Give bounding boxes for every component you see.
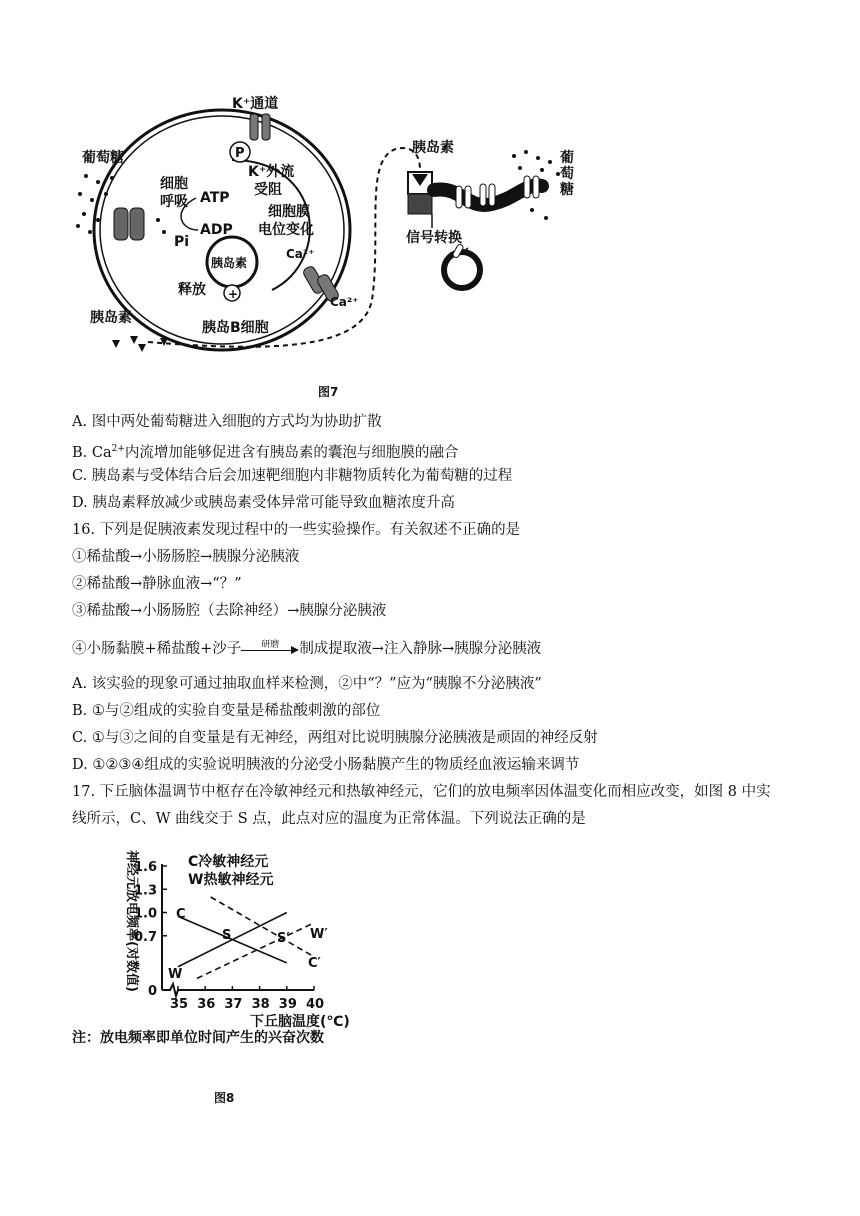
- svg-text:受阻: 受阻: [254, 182, 282, 198]
- svg-text:葡萄糖: 葡萄糖: [82, 150, 124, 166]
- q15-option-d: D. 胰岛素释放减少或胰岛素受体异常可能导致血糖浓度升高: [72, 495, 455, 511]
- x-tick-label: 39: [278, 997, 297, 1012]
- svg-text:Ca²⁺: Ca²⁺: [330, 295, 359, 309]
- glut-vesicle: [444, 252, 480, 288]
- chart-y-label: 神经元放电频率(对数值): [124, 850, 139, 992]
- q16-op2: ②稀盐酸→静脉血液→“？”: [72, 576, 242, 592]
- svg-text:细胞: 细胞: [160, 176, 188, 192]
- svg-text:K⁺外流: K⁺外流: [248, 164, 295, 180]
- svg-text:P: P: [235, 146, 245, 161]
- svg-text:+: +: [228, 287, 239, 301]
- series-w2-label: W′: [310, 927, 328, 942]
- svg-text:Ca²⁺: Ca²⁺: [286, 247, 315, 261]
- q15-option-a: A. 图中两处葡萄糖进入细胞的方式均为协助扩散: [72, 414, 382, 430]
- q16-option-c: C. ①与③之间的自变量是有无神经，两组对比说明胰腺分泌胰液是顽固的神经反射: [72, 730, 598, 746]
- chart-legend-w: W热敏神经元: [188, 872, 274, 888]
- k-channel-icon: [250, 114, 270, 140]
- svg-text:细胞膜: 细胞膜: [268, 204, 310, 220]
- y-tick-label: 1.6: [134, 860, 158, 875]
- series-line-2: [178, 913, 287, 967]
- q16-option-d: D. ①②③④组成的实验说明胰液的分泌受小肠黏膜产生的物质经血液运输来调节: [72, 757, 580, 773]
- figure-7-caption: 图7: [318, 385, 339, 399]
- x-tick-label: 40: [306, 997, 325, 1012]
- glucose-transporter-icon: [114, 208, 144, 240]
- y-tick-label: 1.0: [134, 906, 158, 922]
- k-channel-label: K⁺通道: [232, 96, 279, 112]
- x-tick-label: 35: [170, 997, 189, 1012]
- svg-text:葡: 葡: [560, 150, 574, 166]
- grind-arrow: 研磨: [241, 639, 299, 659]
- svg-text:胰岛素: 胰岛素: [211, 256, 248, 270]
- point-s2-label: S′: [277, 931, 290, 946]
- q16-stem: 16. 下列是促胰液素发现过程中的一些实验操作。有关叙述不正确的是: [72, 522, 521, 538]
- q15-option-c: C. 胰岛素与受体结合后会加速靶细胞内非糖物质转化为葡萄糖的过程: [72, 468, 513, 484]
- svg-text:Pi: Pi: [174, 234, 190, 250]
- x-tick-label: 36: [197, 997, 216, 1012]
- q16-option-b: B. ①与②组成的实验自变量是稀盐酸刺激的部位: [72, 703, 381, 719]
- series-c2-label: C′: [308, 956, 321, 971]
- svg-text:胰岛B细胞: 胰岛B细胞: [202, 320, 269, 336]
- svg-text:ADP: ADP: [200, 222, 233, 238]
- q16-op3: ③稀盐酸→小肠肠腔（去除神经）→胰腺分泌胰液: [72, 603, 387, 619]
- svg-text:糖: 糖: [560, 182, 574, 198]
- x-tick-label: 38: [251, 997, 270, 1012]
- q15-option-b: B. $Ca^{2+}$内流增加能够促进含有胰岛素的囊泡与细胞膜的融合: [72, 444, 459, 461]
- svg-text:呼吸: 呼吸: [160, 194, 188, 210]
- svg-text:萄: 萄: [560, 166, 574, 182]
- figure-7: [72, 90, 612, 410]
- q17-stem-line1: 17. 下丘脑体温调节中枢存在冷敏神经元和热敏神经元，它们的放电频率因体温变化而相应改变，如图 8 中实: [72, 784, 771, 800]
- point-s-label: S: [222, 928, 232, 943]
- figure-8-note: 注：放电频率即单位时间产生的兴奋次数: [72, 1030, 324, 1046]
- svg-text:ATP: ATP: [200, 190, 230, 206]
- y-tick-label: 1.3: [134, 883, 158, 899]
- figure-8-caption: 图8: [214, 1091, 235, 1105]
- svg-text:信号转换: 信号转换: [406, 230, 462, 246]
- insulin-triangles: [112, 336, 168, 352]
- series-c-label: C: [176, 907, 186, 922]
- svg-text:胰岛素: 胰岛素: [412, 140, 454, 156]
- q16-op4: ④小肠黏膜+稀盐酸+沙子 研磨 制成提取液→注入静脉→胰腺分泌胰液: [72, 640, 542, 657]
- chart-x-label: 下丘脑温度(℃): [250, 1014, 350, 1030]
- q16-op1: ①稀盐酸→小肠肠腔→胰腺分泌胰液: [72, 549, 300, 565]
- q17-stem-line2: 线所示，C、W 曲线交于 S 点，此点对应的温度为正常体温。下列说法正确的是: [72, 811, 586, 827]
- x-tick-label: 37: [224, 997, 243, 1012]
- x-axis: [162, 984, 314, 996]
- chart-legend-c: C冷敏神经元: [188, 854, 269, 870]
- q16-option-a: A. 该实验的现象可通过抽取血样来检测，②中“？”应为“胰腺不分泌胰液”: [72, 676, 542, 692]
- series-w-label: W: [168, 967, 183, 982]
- y-tick-label: 0.7: [134, 929, 158, 945]
- y-tick-label: 0: [148, 984, 158, 999]
- svg-text:胰岛素: 胰岛素: [90, 310, 132, 326]
- figure-8-chart: [70, 840, 400, 1030]
- svg-text:释放: 释放: [178, 282, 206, 298]
- svg-text:电位变化: 电位变化: [258, 222, 314, 238]
